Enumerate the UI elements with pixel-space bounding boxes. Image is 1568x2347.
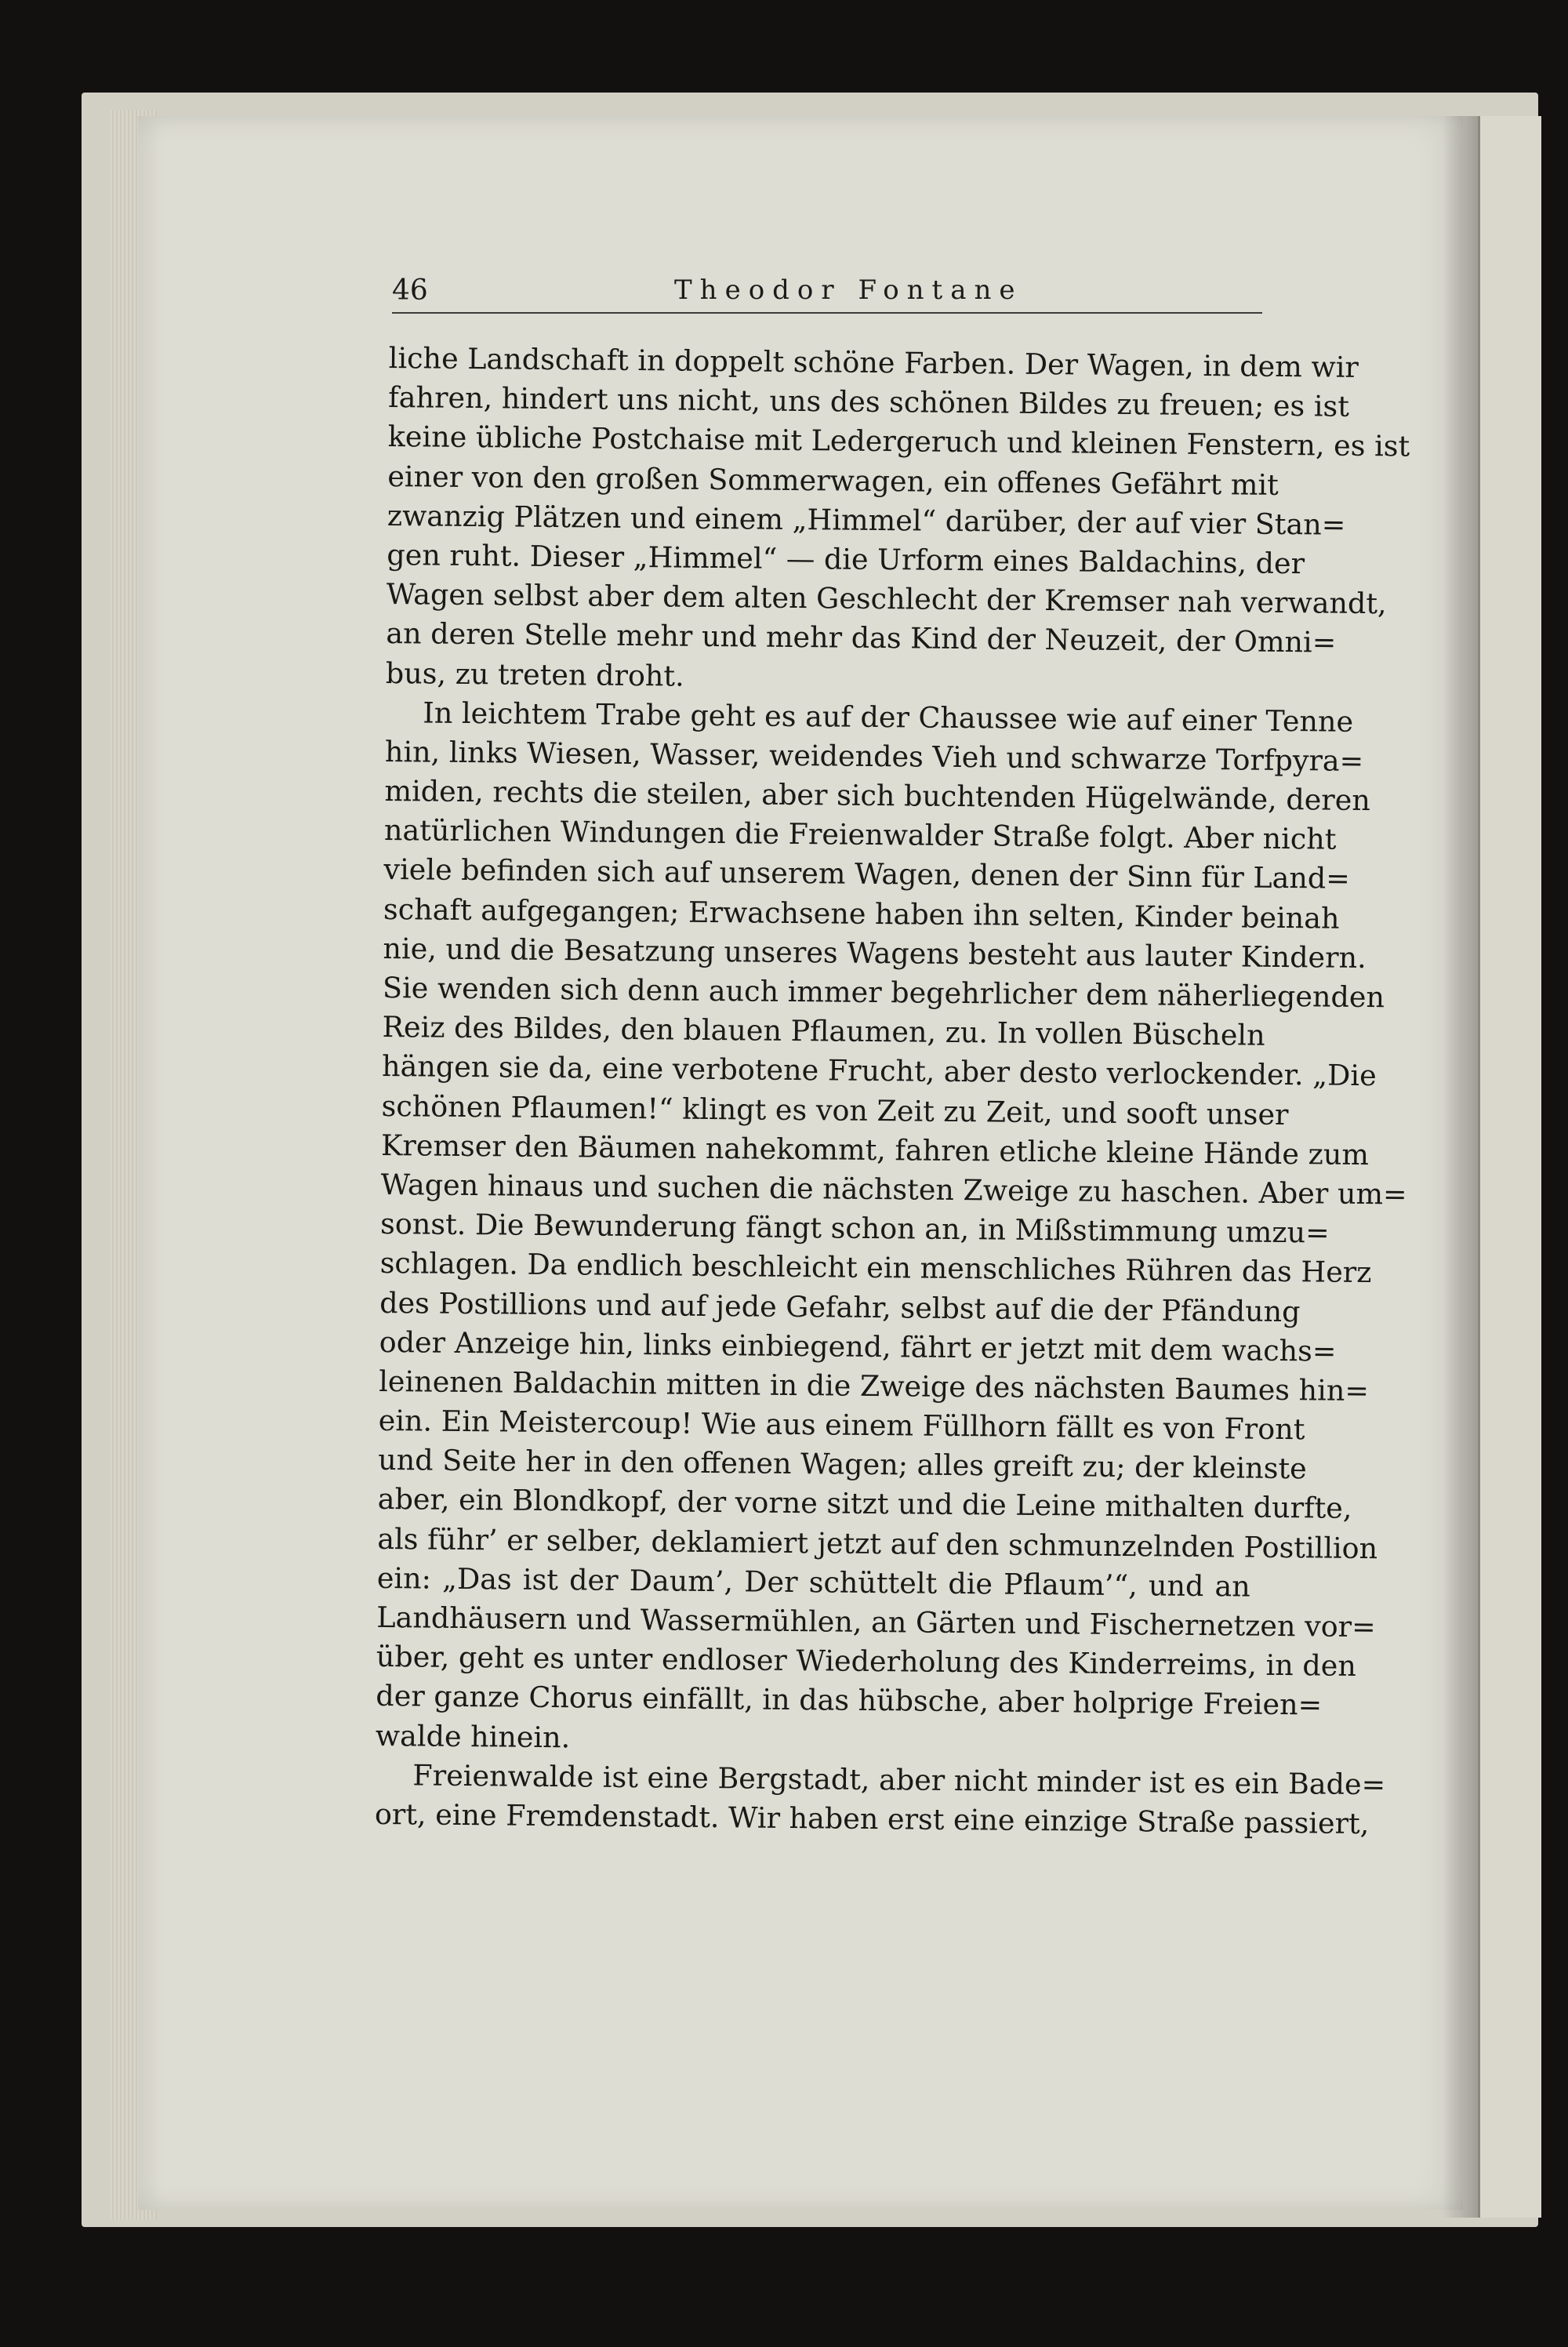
running-title: Theodor Fontane: [674, 274, 1023, 306]
body-text: [374, 339, 1410, 1843]
text-line: natürlichen Windungen die Freienwalder Straße folgt. Aber nicht: [383, 813, 1337, 856]
text-line: In leichtem Trabe geht es auf der Chaussee wie auf einer Tenne: [423, 696, 1354, 739]
text-line: zwanzig Plätzen und einem „Himmel“ darüber, der auf vier Stan=: [387, 498, 1346, 542]
text-line: Kremser den Bäumen nahekommt, fahren etliche kleine Hände zum: [380, 1128, 1370, 1172]
text-line: schönen Pflaumen!“ klingt es von Zeit zu Zeit, und sooft unser: [381, 1088, 1289, 1132]
page-header: [392, 270, 1262, 314]
text-line: gen ruht. Dieser „Himmel“ — die Urform eines Baldachins, der: [387, 537, 1305, 581]
text-line: und Seite her in den offenen Wagen; alles greift zu; der kleinste: [378, 1443, 1307, 1486]
text-line: sonst. Die Bewunderung fängt schon an, in Mißstimmung umzu=: [379, 1207, 1330, 1250]
text-line: walde hinein.: [375, 1718, 571, 1754]
text-line: fahren, hindert uns nicht, uns des schönen Bildes zu freuen; es ist: [388, 380, 1350, 423]
text-line: Wagen selbst aber dem alten Geschlecht der Kremser nah verwandt,: [386, 577, 1387, 621]
text-line: Sie wenden sich denn auch immer begehrlicher dem näherliegenden: [382, 970, 1385, 1015]
spine-shadow: [1443, 116, 1480, 2218]
text-line: einer von den großen Sommerwagen, ein offenes Gefährt mit: [387, 459, 1279, 502]
text-line: aber, ein Blondkopf, der vorne sitzt und die Leine mithalten durfte,: [377, 1482, 1352, 1526]
text-line: viele befinden sich auf unserem Wagen, denen der Sinn für Land=: [383, 852, 1351, 896]
text-line: liche Landschaft in doppelt schöne Farben. Der Wagen, in dem wir: [388, 340, 1359, 384]
text-line: nie, und die Besatzung unseres Wagens besteht aus lauter Kindern.: [383, 931, 1367, 975]
text-line: schaft aufgegangen; Erwachsene haben ihn selten, Kinder beinah: [383, 892, 1340, 936]
text-line: Landhäusern und Wassermühlen, an Gärten und Fischernetzen vor=: [376, 1600, 1376, 1644]
text-line: hin, links Wiesen, Wasser, weidendes Vieh und schwarze Torfpyra=: [384, 734, 1364, 778]
text-line: Freienwalde ist eine Bergstadt, aber nicht minder ist es ein Bade=: [412, 1758, 1386, 1802]
text-line: über, geht es unter endloser Wiederholung des Kinderreims, in den: [376, 1640, 1357, 1684]
text-line: schlagen. Da endlich beschleicht ein menschliches Rühren das Herz: [379, 1246, 1372, 1290]
text-line: Wagen hinaus und suchen die nächsten Zweige zu haschen. Aber um=: [380, 1167, 1407, 1212]
facing-page-edge: [1478, 116, 1541, 2218]
text-line: hängen sie da, eine verbotene Frucht, aber desto verlockender. „Die: [381, 1049, 1377, 1093]
page-number: 46: [392, 274, 428, 307]
text-line: an deren Stelle mehr und mehr das Kind der Neuzeit, der Omni=: [386, 616, 1337, 659]
text-line: des Postillions und auf jede Gefahr, selbst auf die der Pfändung: [379, 1285, 1301, 1328]
text-line: ein: „Das ist der Daum’, Der schüttelt die Pflaum’“, und an: [376, 1560, 1250, 1604]
text-line: der ganze Chorus einfällt, in das hübsche, aber holprige Freien=: [376, 1679, 1323, 1722]
text-line: bus, zu treten droht.: [385, 656, 684, 693]
text-line: als führ’ er selber, deklamiert jetzt auf den schmunzelnden Postillion: [377, 1521, 1378, 1565]
text-line: keine übliche Postchaise mit Ledergeruch und kleinen Fenstern, es ist: [387, 420, 1410, 463]
text-line: oder Anzeige hin, links einbiegend, fährt er jetzt mit dem wachs=: [379, 1324, 1337, 1368]
text-line: miden, rechts die steilen, aber sich buchtenden Hügelwände, deren: [384, 774, 1371, 818]
text-line: Reiz des Bildes, den blauen Pflaumen, zu. In vollen Büscheln: [382, 1010, 1265, 1052]
text-line: ein. Ein Meistercoup! Wie aus einem Füllhorn fällt es von Front: [378, 1403, 1305, 1447]
text-line: leinenen Baldachin mitten in die Zweige des nächsten Baumes hin=: [379, 1364, 1370, 1408]
text-line: ort, eine Fremdenstadt. Wir haben erst eine einzige Straße passiert,: [374, 1797, 1370, 1841]
